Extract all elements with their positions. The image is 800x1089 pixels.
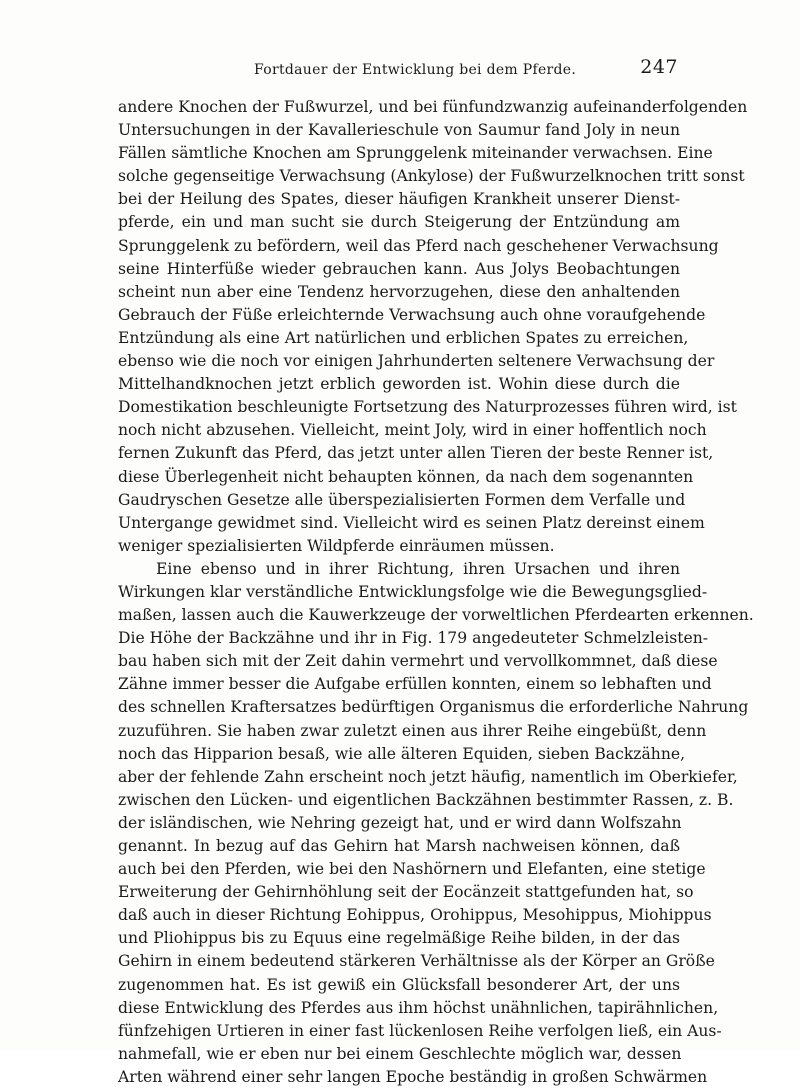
text-line: pferde, ein und man sucht sie durch Steigerung der Entzündung am [118, 213, 680, 232]
text-line: bei der Heilung des Spates, dieser häufigen Krankheit unserer Dienst- [118, 190, 680, 209]
text-line: Erweiterung der Gehirnhöhlung seit der Eocänzeit stattgefunden hat, so [118, 883, 694, 902]
text-line: und Pliohippus bis zu Equus eine regelmäßige Reihe bilden, in der das [118, 929, 680, 948]
text-line: Entzündung als eine Art natürlichen und erblichen Spates zu erreichen, [118, 328, 689, 347]
text-line: Untergange gewidmet sind. Vielleicht wird es seinen Platz dereinst einem [118, 513, 705, 532]
text-line: scheint nun aber eine Tendenz hervorzugehen, diese den anhaltenden [118, 282, 680, 301]
text-line: Mittelhandknochen jetzt erblich geworden ist. Wohin diese durch die [118, 375, 680, 394]
text-line: maßen, lassen auch die Kauwerkzeuge der vorweltlichen Pferdearten erkennen. [118, 606, 754, 625]
text-line: ebenso wie die noch vor einigen Jahrhunderten seltenere Verwachsung der [118, 352, 715, 371]
body-text [118, 96, 754, 1089]
text-line: zugenommen hat. Es ist gewiß ein Glücksfall besonderer Art, der uns [118, 975, 680, 994]
text-line: bau haben sich mit der Zeit dahin vermehrt und vervollkommnet, daß diese [118, 652, 718, 671]
text-line: nahmefall, wie er eben nur bei einem Geschlechte möglich war, dessen [118, 1044, 682, 1063]
text-line: auch bei den Pferden, wie bei den Nashörnern und Elefanten, eine stetige [118, 860, 706, 879]
text-line: Sprunggelenk zu befördern, weil das Pferd nach geschehener Verwachsung [118, 236, 719, 255]
text-line: diese Entwicklung des Pferdes aus ihm höchst unähnlichen, tapirähnlichen, [118, 998, 719, 1017]
text-line: daß auch in dieser Richtung Eohippus, Orohippus, Mesohippus, Miohippus [118, 906, 712, 925]
page-header [118, 56, 678, 86]
text-line: zwischen den Lücken- und eigentlichen Backzähnen bestimmter Rassen, z. B. [118, 790, 734, 809]
text-line: noch das Hipparion besaß, wie alle älteren Equiden, sieben Backzähne, [118, 744, 686, 763]
text-line: Gebrauch der Füße erleichternde Verwachsung auch ohne voraufgehende [118, 305, 706, 324]
text-line: noch nicht abzusehen. Vielleicht, meint Joly, wird in einer hoffentlich noch [118, 421, 707, 440]
text-line: Zähne immer besser die Aufgabe erfüllen konnten, einem so lebhaften und [118, 675, 712, 694]
text-line: Gehirn in einem bedeutend stärkeren Verhältnisse als der Körper an Größe [118, 952, 715, 971]
text-line: Arten während einer sehr langen Epoche beständig in großen Schwärmen [118, 1067, 708, 1086]
text-line: genannt. In bezug auf das Gehirn hat Marsh nachweisen können, daß [118, 837, 680, 855]
text-line: des schnellen Kraftersatzes bedürftigen Organismus die erforderliche Nahrung [118, 698, 749, 717]
page-number: 247 [640, 56, 678, 78]
text-line: solche gegenseitige Verwachsung (Ankylose) der Fußwurzelknochen tritt sonst [118, 167, 745, 186]
text-line: seine Hinterfüße wieder gebrauchen kann. Aus Jolys Beobachtungen [118, 259, 680, 278]
paragraph-last-line: weniger spezialisierten Wildpferde einräumen müssen. [118, 536, 555, 555]
text-line: zuzuführen. Sie haben zwar zuletzt einen aus ihrer Reihe eingebüßt, denn [118, 721, 707, 740]
running-head: Fortdauer der Entwicklung bei dem Pferde. [254, 62, 577, 78]
text-line: Wirkungen klar verständliche Entwicklungsfolge wie die Bewegungsglied- [118, 582, 708, 601]
text-line: diese Überlegenheit nicht behaupten können, da nach dem sogenannten [118, 467, 694, 486]
text-line: andere Knochen der Fußwurzel, und bei fünfundzwanzig aufeinanderfolgenden [118, 98, 748, 116]
text-line: Gaudryschen Gesetze alle überspezialisierten Formen dem Verfalle und [118, 490, 686, 509]
text-line: Untersuchungen in der Kavallerieschule von Saumur fand Joly in neun [118, 121, 680, 140]
text-line: fernen Zukunft das Pferd, das jetzt unter allen Tieren der beste Renner ist, [118, 444, 714, 463]
paragraph-first-line: Eine ebenso und in ihrer Richtung, ihren Ursachen und ihren [156, 559, 680, 578]
text-line: fünfzehigen Urtieren in einer fast lückenlosen Reihe verfolgen ließ, ein Aus- [118, 1021, 722, 1040]
text-line: aber der fehlende Zahn erscheint noch jetzt häufig, namentlich im Oberkiefer, [118, 767, 738, 786]
text-line: Die Höhe der Backzähne und ihr in Fig. 179 angedeuteter Schmelzleisten- [118, 629, 709, 648]
text-line: Fällen sämtliche Knochen am Sprunggelenk miteinander verwachsen. Eine [118, 144, 713, 163]
text-line: Domestikation beschleunigte Fortsetzung des Naturprozesses führen wird, ist [118, 398, 737, 417]
text-line: der isländischen, wie Nehring gezeigt hat, und er wird dann Wolfszahn [118, 813, 682, 832]
